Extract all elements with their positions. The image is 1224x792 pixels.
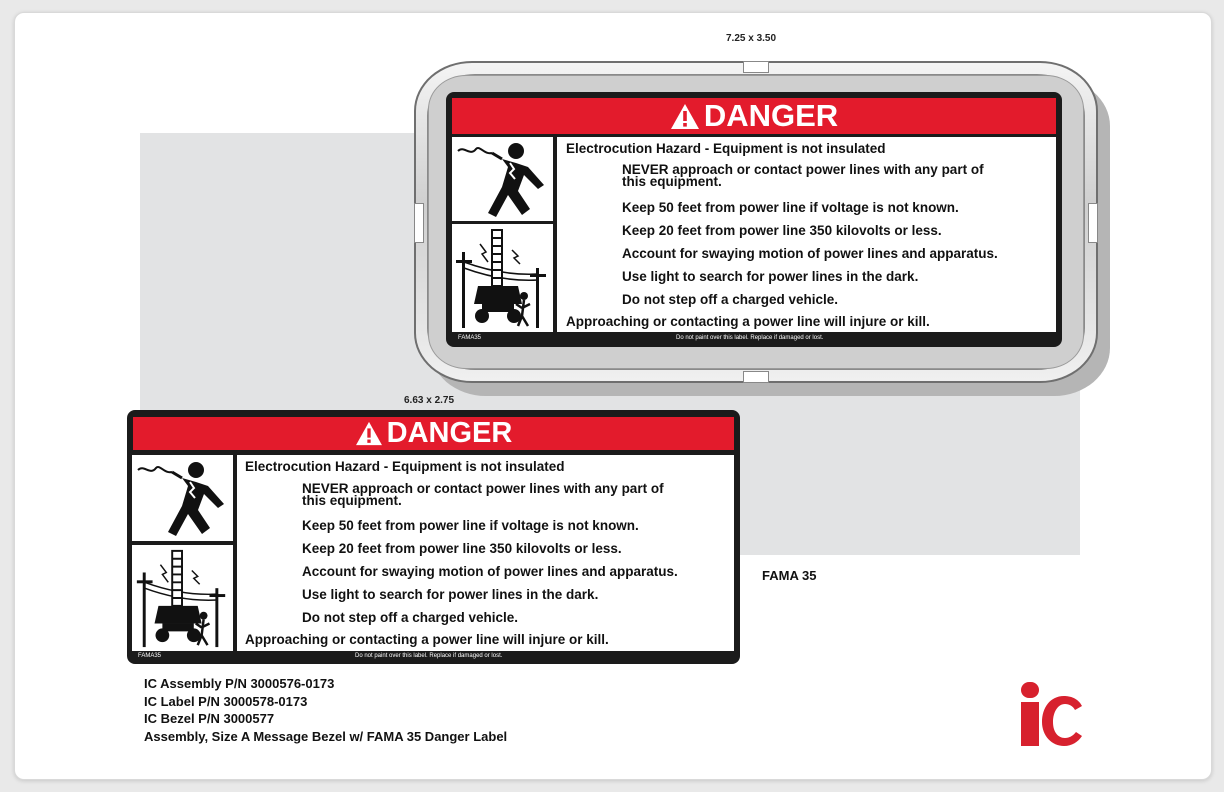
hazard-title: Electrocution Hazard - Equipment is not insulated [245,459,565,474]
electrocution-person-icon [452,137,553,221]
danger-label-large [446,92,1062,347]
bezel-notch-bottom [743,371,769,383]
message-line: Keep 50 feet from power line if voltage is not known. [302,518,639,533]
ic-logo [1020,676,1084,748]
message-line: Do not step off a charged vehicle. [302,610,519,625]
message-line: Keep 20 feet from power line 350 kilovolts or less. [622,223,942,238]
label-part-number: IC Label P/N 3000578-0173 [144,693,308,709]
electrocution-pane [452,137,553,221]
electrocution-pane [132,455,233,541]
message-line: Account for swaying motion of power lines and apparatus. [302,564,678,579]
warning-triangle-icon [670,103,700,130]
aerial-ladder-powerline-icon [452,224,553,332]
bezel-notch-top [743,61,769,73]
bezel-notch-right [1088,203,1098,243]
message-line: Do not step off a charged vehicle. [622,292,839,307]
assembly-part-number: IC Assembly P/N 3000576-0173 [144,676,335,691]
assembly-description: Assembly, Size A Message Bezel w/ FAMA 35 Danger Label [144,728,508,744]
product-name: FAMA 35 [762,568,817,583]
part-number-info [144,675,507,745]
label-code: FAMA35 [138,653,162,659]
message-line: Keep 20 feet from power line 350 kilovolts or less. [302,541,622,556]
message-pane [557,137,1056,332]
large-label-dimension: 7.25 x 3.50 [726,33,777,44]
aerial-ladder-pane [132,545,233,651]
message-line: Use light to search for power lines in the dark. [622,269,919,284]
label-footer: Do not paint over this label. Replace if damaged or lost. [355,653,503,659]
label-footer: Do not paint over this label. Replace if damaged or lost. [676,335,824,341]
closing-warning: Approaching or contacting a power line will injure or kill. [566,314,930,329]
danger-header: DANGER [452,98,1056,134]
message-line: NEVER approach or contact power lines with any part of this equipment. [622,162,984,189]
electrocution-person-icon [132,455,233,541]
aerial-ladder-pane [452,224,553,332]
bezel-notch-left [414,203,424,243]
aerial-ladder-powerline-icon [132,545,233,651]
message-pane [237,455,734,651]
label-code: FAMA35 [458,335,482,341]
danger-header: DANGER [133,417,734,450]
small-label-dimension: 6.63 x 2.75 [404,395,455,406]
hazard-title: Electrocution Hazard - Equipment is not insulated [566,141,886,156]
message-line: Use light to search for power lines in the dark. [302,587,599,602]
closing-warning: Approaching or contacting a power line will injure or kill. [245,632,609,647]
message-line: Keep 50 feet from power line if voltage is not known. [622,200,959,215]
message-line: NEVER approach or contact power lines with any part of this equipment. [302,481,664,508]
bezel-part-number: IC Bezel P/N 3000577 [144,711,275,726]
danger-label-small [127,410,740,664]
warning-triangle-icon [355,421,383,446]
message-line: Account for swaying motion of power lines and apparatus. [622,246,998,261]
